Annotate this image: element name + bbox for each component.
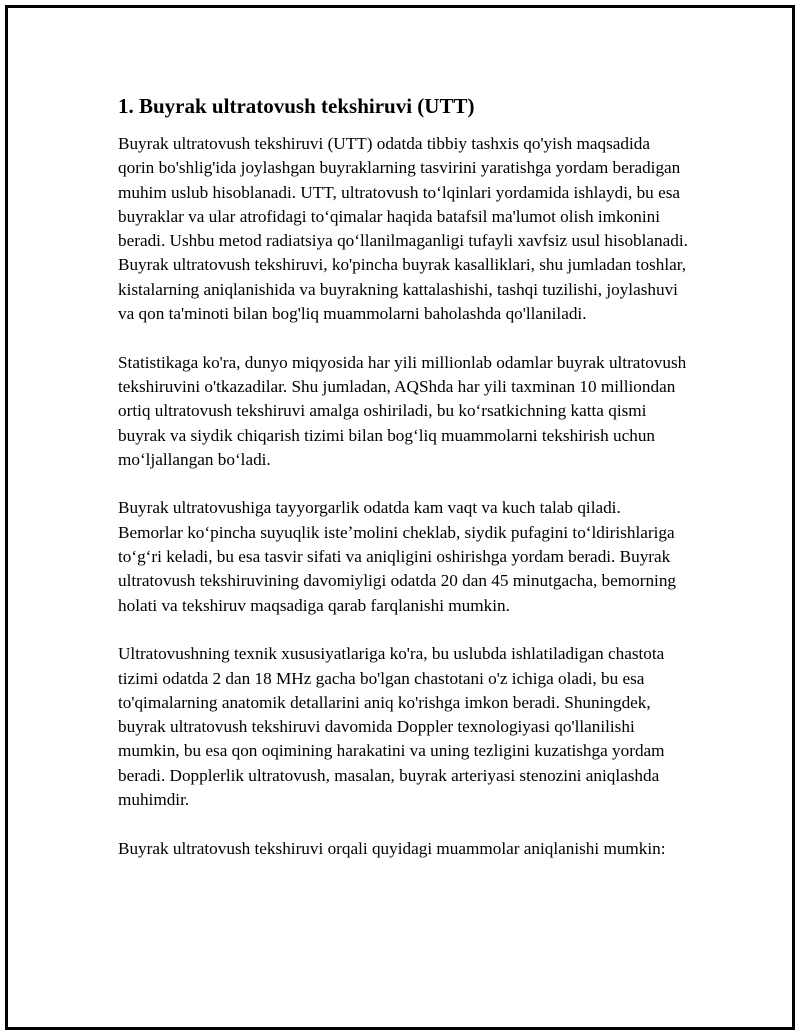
paragraph-statistics: Statistikaga ko'ra, dunyo miqyosida har yili millionlab odamlar buyrak ultratovush tekshiruvini o'tkazadilar. Shu jumladan, AQShda har yili taxminan 10 milliondan ortiq ultratovush tekshiruvi amalga oshiriladi, bu koʻrsatkichning katta qismi buyrak va siydik chiqarish tizimi bilan bogʻliq muammolarni tekshirish uchun moʻljallangan boʻladi. bbox=[118, 352, 687, 469]
document-body bbox=[118, 92, 688, 885]
paragraph-problems-intro: Buyrak ultratovush tekshiruvi orqali quyidagi muammolar aniqlanishi mumkin: bbox=[118, 838, 666, 858]
paragraph-intro: Buyrak ultratovush tekshiruvi (UTT) odatda tibbiy tashxis qo'yish maqsadida qorin bo'shlig'ida joylashgan buyraklarning tasvirini yaratishga yordam beradigan muhim uslub hisoblanadi. UTT, ultratovush toʻlqinlari yordamida ishlaydi, bu esa buyraklar va ular atrofidagi toʻqimalar haqida batafsil ma'lumot olish imkonini beradi. Ushbu metod radiatsiya qoʻllanilmaganligi tufayli xavfsiz usul hisoblanadi. Buyrak ultratovush tekshiruvi, ko'pincha buyrak kasalliklari, shu jumladan toshlar, kistalarning aniqlanishida va buyrakning kattalashishi, tashqi tuzilishi, joylashuvi va qon ta'minoti bilan bog'liq muammolarni baholashda qo'llaniladi. bbox=[118, 134, 688, 324]
paragraph-technical: Ultratovushning texnik xususiyatlariga ko'ra, bu uslubda ishlatiladigan chastota tizimi odatda 2 dan 18 MHz gacha bo'lgan chastotani o'z ichiga oladi, bu esa to'qimalarning anatomik detallarini aniq ko'rishga imkon beradi. Shuningdek, buyrak ultratovush tekshiruvi davomida Doppler texnologiyasi qo'llanilishi mumkin, bu esa qon oqimining harakatini va uning tezligini kuzatishga yordam beradi. Dopplerlik ultratovush, masalan, buyrak arteriyasi stenozini aniqlashda muhimdir. bbox=[118, 644, 665, 810]
section-heading: 1. Buyrak ultratovush tekshiruvi (UTT) bbox=[118, 94, 475, 118]
paragraph-preparation: Buyrak ultratovushiga tayyorgarlik odatda kam vaqt va kuch talab qiladi. Bemorlar koʻpincha suyuqlik isteʼmolini cheklab, siydik pufagini toʻldirishlariga toʻgʻri keladi, bu esa tasvir sifati va aniqligini oshirishga yordam beradi. Buyrak ultratovush tekshiruvining davomiyligi odatda 20 dan 45 minutgacha, bemorning holati va tekshiruv maqsadiga qarab farqlanishi mumkin. bbox=[118, 498, 677, 615]
